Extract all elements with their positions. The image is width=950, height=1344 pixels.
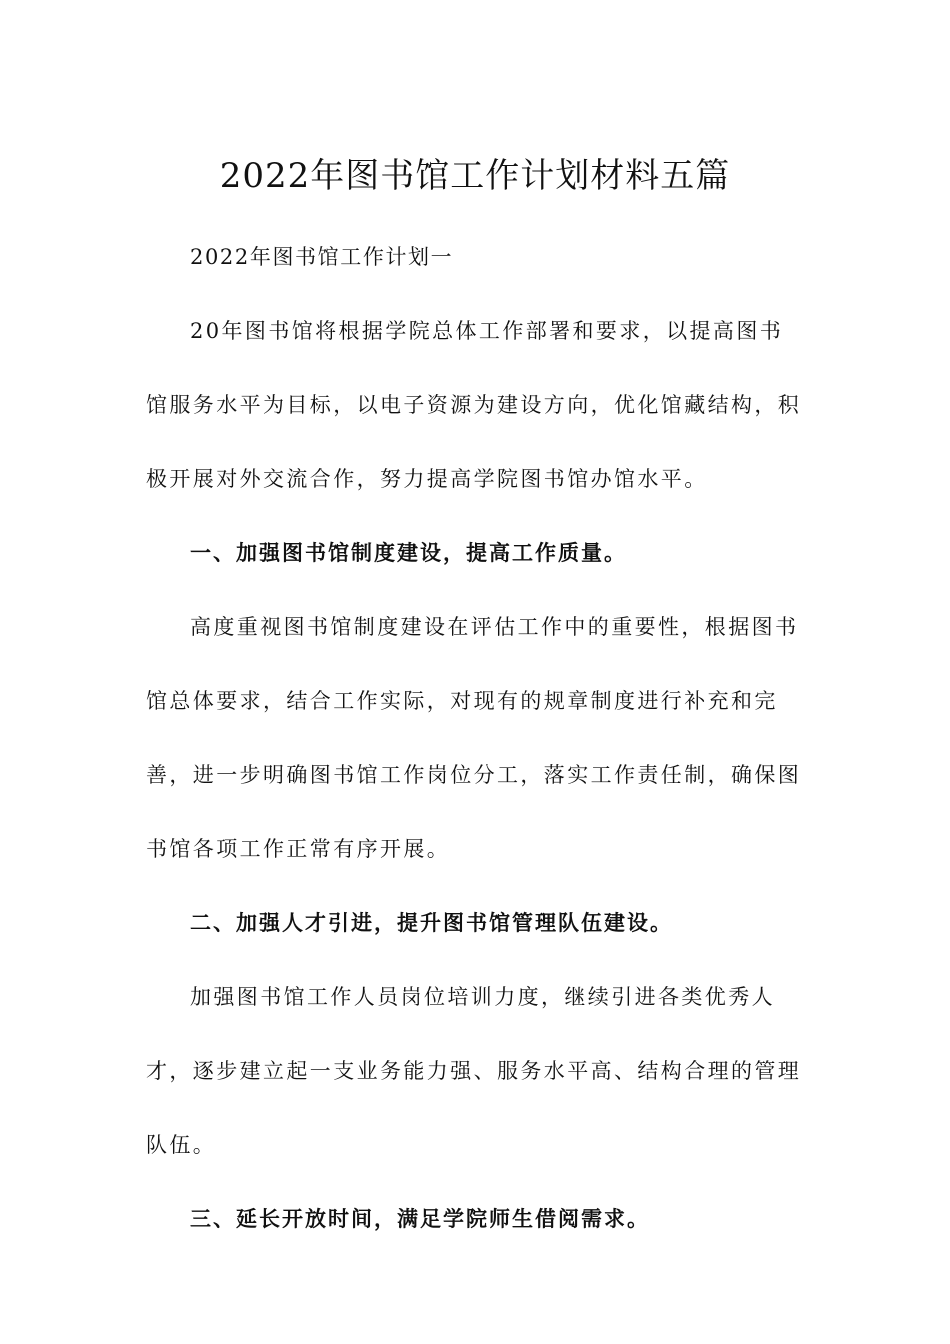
intro-paragraph: 20年图书馆将根据学院总体工作部署和要求，以提高图书馆服务水平为目标，以电子资源为建设方向，优化馆藏结构，积极开展对外交流合作，努力提高学院图书馆办馆水平。	[146, 319, 802, 491]
plan-subtitle: 2022年图书馆工作计划一	[190, 245, 454, 269]
section-2-paragraph: 加强图书馆工作人员岗位培训力度，继续引进各类优秀人才，逐步建立起一支业务能力强、服务水平高、结构合理的管理队伍。	[146, 985, 802, 1157]
section-2-heading: 二、加强人才引进，提升图书馆管理队伍建设。	[190, 910, 673, 935]
section-3-heading: 三、延长开放时间，满足学院师生借阅需求。	[190, 1206, 650, 1231]
section-1-paragraph: 高度重视图书馆制度建设在评估工作中的重要性，根据图书馆总体要求，结合工作实际，对现有的规章制度进行补充和完善，进一步明确图书馆工作岗位分工，落实工作责任制，确保图书馆各项工作正常有序开展。	[146, 615, 802, 861]
document-body	[146, 220, 806, 1256]
section-1-heading: 一、加强图书馆制度建设，提高工作质量。	[190, 540, 627, 565]
document-title: 2022年图书馆工作计划材料五篇	[219, 155, 731, 196]
